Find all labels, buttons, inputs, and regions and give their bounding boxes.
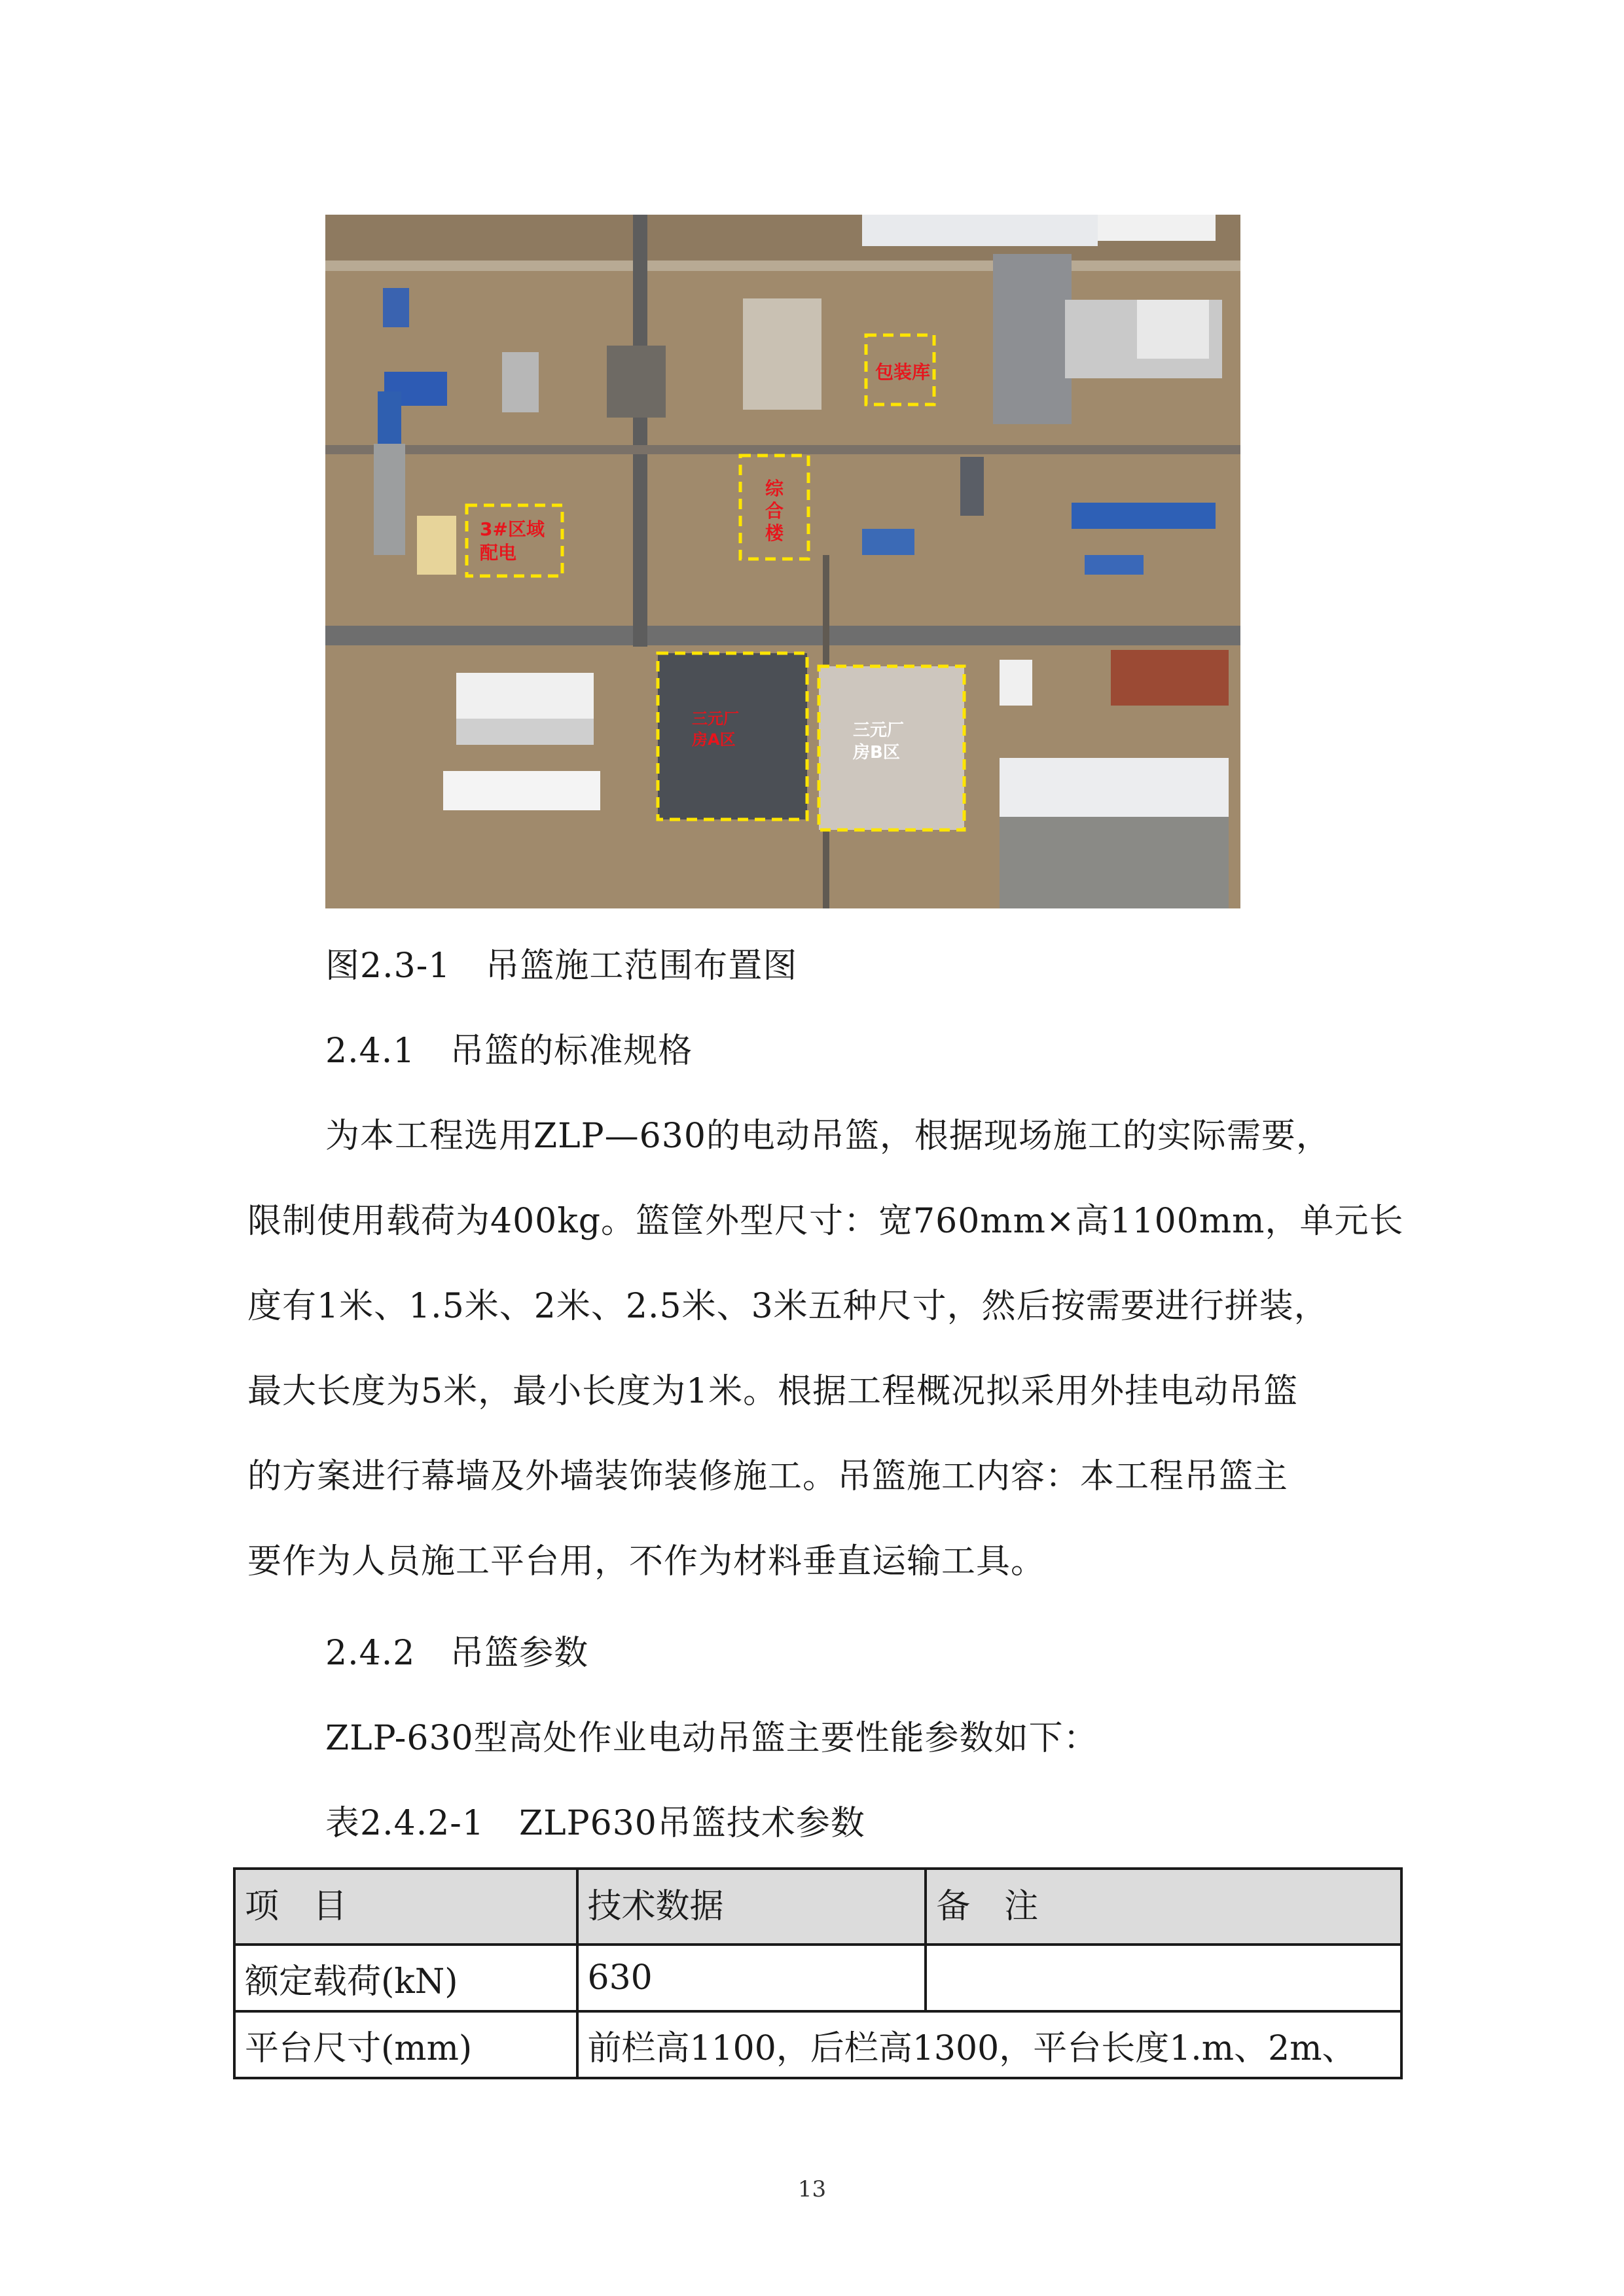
table-header-cell: 技术数据 xyxy=(577,1869,926,1945)
site-layout-photo xyxy=(325,215,1240,908)
paragraph-line: 最大长度为5米，最小长度为1米。根据工程概况拟采用外挂电动吊篮 xyxy=(247,1372,1299,1411)
zone-label-distribution-1: 3#区域 xyxy=(480,518,545,540)
table-header-row xyxy=(234,1869,1401,1945)
table-cell: 630 xyxy=(577,1945,926,2011)
paragraph-line: 要作为人员施工平台用，不作为材料垂直运输工具。 xyxy=(247,1542,1046,1581)
zone-label-complex-2: 合 xyxy=(765,500,784,522)
table-row xyxy=(234,1945,1401,2011)
paragraph-line: 限制使用载荷为400kg。篮筐外型尺寸：宽760mm×高1100mm，单元长 xyxy=(247,1202,1404,1241)
table-cell: 前栏高1100，后栏高1300，平台长度1.m、2m、 xyxy=(577,2011,1401,2078)
table-cell: 平台尺寸(mm) xyxy=(234,2011,577,2078)
zone-label-distribution-2: 配电 xyxy=(480,542,517,564)
zone-label-complex-1: 综 xyxy=(765,478,784,499)
page-number: 13 xyxy=(797,2176,827,2202)
paragraph-line: 的方案进行幕墙及外墙装饰装修施工。吊篮施工内容：本工程吊篮主 xyxy=(247,1457,1289,1496)
zone-label-packaging: 包装库 xyxy=(875,361,931,383)
table-cell xyxy=(926,1945,1401,2011)
figure-caption: 图2.3-1 吊篮施工范围布置图 xyxy=(325,946,798,986)
intro-line: ZLP-630型高处作业电动吊篮主要性能参数如下： xyxy=(325,1719,1098,1758)
zone-label-complex-3: 楼 xyxy=(765,522,784,544)
paragraph-line: 为本工程选用ZLP—630的电动吊篮，根据现场施工的实际需要， xyxy=(325,1117,1331,1156)
table-header-cell: 备 注 xyxy=(926,1869,1401,1945)
zone-label-plant-b-1: 三元厂 xyxy=(853,721,905,740)
section-heading-2-4-1: 2.4.1 吊篮的标准规格 xyxy=(325,1031,693,1071)
table-row xyxy=(234,2011,1401,2078)
paragraph-line: 度有1米、1.5米、2米、2.5米、3米五种尺寸，然后按需要进行拼装， xyxy=(247,1287,1329,1326)
table-caption: 表2.4.2-1 ZLP630吊篮技术参数 xyxy=(325,1804,865,1843)
section-heading-2-4-2: 2.4.2 吊篮参数 xyxy=(325,1634,589,1673)
zone-label-plant-a-1: 三元厂 xyxy=(692,709,739,728)
table-header-cell: 项 目 xyxy=(234,1869,577,1945)
table-cell: 额定载荷(kN) xyxy=(234,1945,577,2011)
zone-label-plant-a-2: 房A区 xyxy=(692,730,736,749)
spec-table xyxy=(233,1867,1403,2079)
zone-label-plant-b-2: 房B区 xyxy=(853,743,900,762)
